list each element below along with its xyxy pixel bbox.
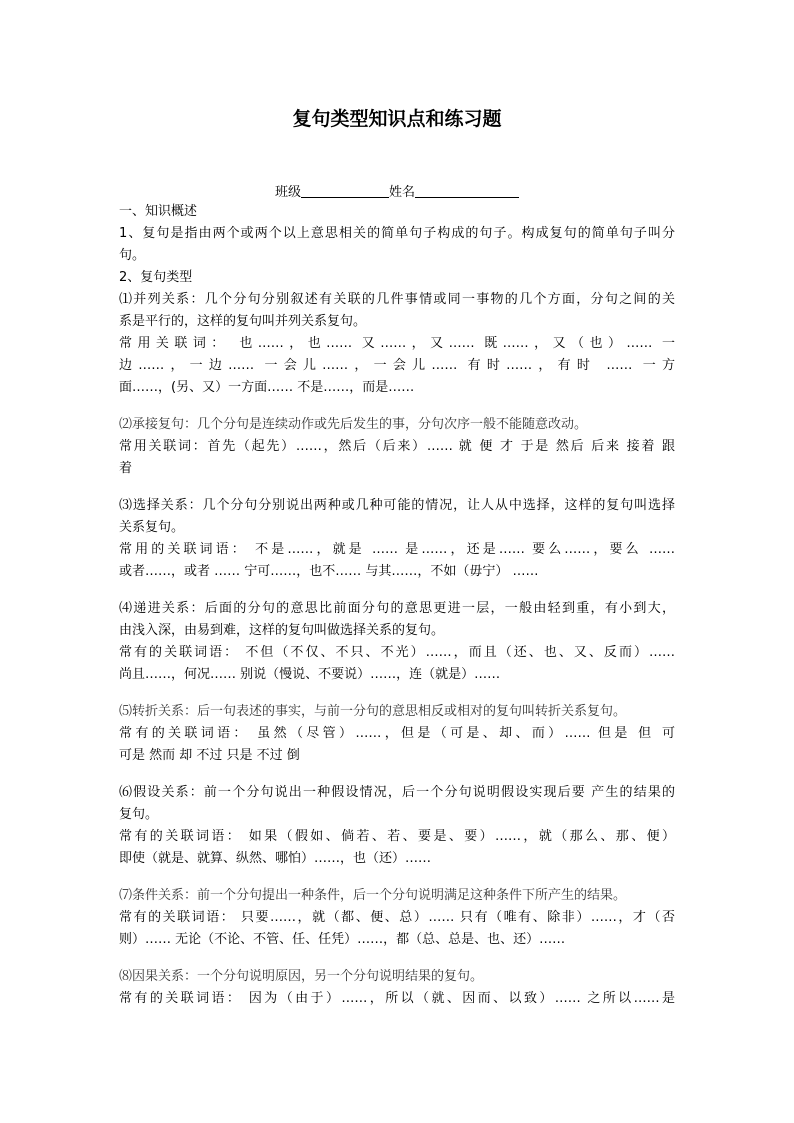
connectives-line: 可是 然而 却 不过 只是 不过 倒 <box>119 748 300 763</box>
name-label: 姓名 <box>389 185 416 200</box>
document-body <box>119 201 675 1010</box>
type-description: ⑴并列关系：几个分句分别叙述有关联的几件事情或同一事物的几个方面，分句之间的关 <box>119 292 675 307</box>
page-title: 复句类型知识点和练习题 <box>292 108 502 130</box>
connectives-line: 即使（就是、就算、纵然、哪怕）……，也（还）…… <box>119 851 432 866</box>
connectives-line: 常有的关联词语： 只要……，就（都、便、总）…… 只有（唯有、除非）……，才（否 <box>119 910 675 925</box>
class-name-line <box>0 181 794 200</box>
connectives-line: 面……，(另、又）一方面…… 不是……，而是…… <box>119 380 415 395</box>
connectives-line: 常用关联词：首先（起先）……，然后（后来）…… 就 便 才 于是 然后 后来 接着 跟 <box>119 439 675 454</box>
type-description: 系是平行的，这样的复句叫并列关系复句。 <box>119 314 367 329</box>
connectives-line: 则）…… 无论（不论、不管、任、任凭）……，都（总、总是、也、还）…… <box>119 932 566 947</box>
class-blank[interactable] <box>301 184 389 198</box>
connectives-line: 常有的关联词语： 因为（由于）……，所以（就、因而、以致）…… 之所以……是 <box>119 991 675 1006</box>
connectives-line: 常用关联词： 也……，也…… 又……，又…… 既……，又（也）…… 一 <box>119 336 675 351</box>
connectives-line: 着 <box>119 461 133 476</box>
connectives-line: 边……，一边…… 一会儿……，一会儿…… 有时……，有时 …… 一方 <box>119 358 675 373</box>
type-description: ⑸转折关系：后一句表述的事实，与前一分句的意思相反或相对的复句叫转折关系复句。 <box>119 704 627 719</box>
name-blank[interactable] <box>415 184 519 198</box>
connectives-line: 尚且……，何况…… 别说（慢说、不要说）……，连（就是）…… <box>119 667 501 682</box>
definition-line: 1、复句是指由两个或两个以上意思相关的简单句子构成的句子。构成复句的简单句子叫分 <box>119 226 675 241</box>
type-description: 由浅入深，由易到难，这样的复句叫做选择关系的复句。 <box>119 623 445 638</box>
section-heading: 一、知识概述 <box>119 204 198 219</box>
connectives-line: 或者……，或者 …… 宁可……，也不…… 与其……，不如（毋宁） …… <box>119 564 539 579</box>
type-description: 复句。 <box>119 807 159 822</box>
connectives-line: 常有的关联词语： 虽然（尽管）……，但是（可是、却、而）…… 但是 但 可 <box>119 726 675 741</box>
connectives-line: 常有的关联词语： 不但（不仅、不只、不光）……，而且（还、也、又、反而）…… <box>119 645 675 660</box>
connectives-line: 常用的关联词语： 不是……，就是 …… 是……，还是…… 要么……，要么 …… <box>119 542 675 557</box>
type-description: ⑻因果关系：一个分句说明原因，另一个分句说明结果的复句。 <box>119 969 484 984</box>
type-description: ⑹假设关系：前一个分句说出一种假设情况，后一个分句说明假设实现后要 产生的结果的 <box>119 785 675 800</box>
connectives-line: 常有的关联词语： 如果（假如、倘若、若、要是、要）……，就（那么、那、便） <box>119 829 675 844</box>
type-description: ⑷递进关系：后面的分句的意思比前面分句的意思更进一层，一般由轻到重，有小到大， <box>119 601 675 616</box>
type-description: ⑶选择关系：几个分句分别说出两种或几种可能的情况，让人从中选择，这样的复句叫选择 <box>119 498 675 513</box>
class-label: 班级 <box>274 185 301 200</box>
type-description: ⑵承接复句：几个分句是连续动作或先后发生的事，分句次序一般不能随意改动。 <box>119 417 588 432</box>
subheading: 2、复句类型 <box>119 270 193 285</box>
definition-line: 句。 <box>119 248 146 263</box>
type-description: ⑺条件关系：前一个分句提出一种条件，后一个分句说明满足这种条件下所产生的结果。 <box>119 888 627 903</box>
type-description: 关系复句。 <box>119 520 185 535</box>
